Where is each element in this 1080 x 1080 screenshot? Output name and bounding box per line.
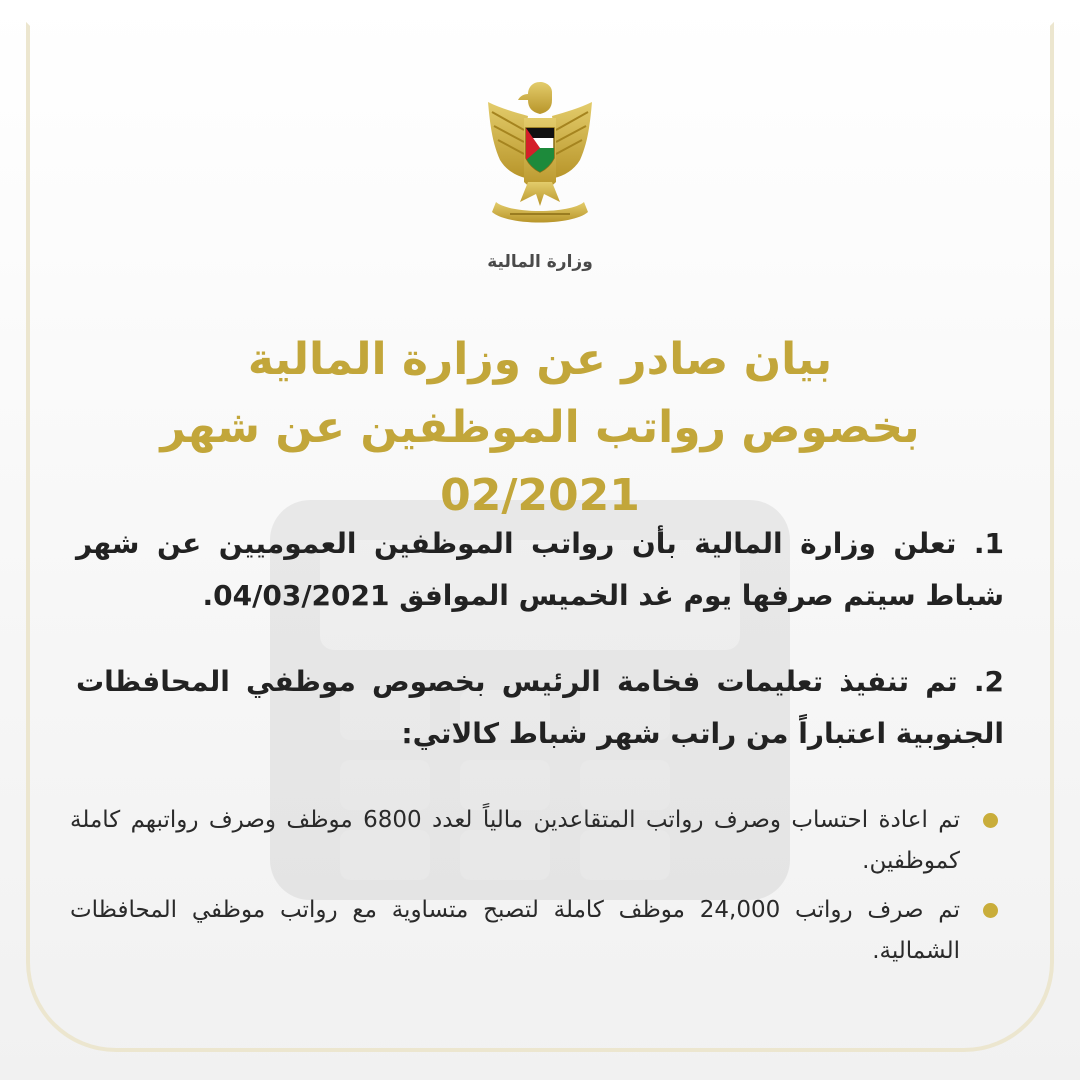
ministry-label: وزارة المالية [487,252,593,272]
bullet-list [70,800,998,980]
bullet-dot-icon [983,813,998,828]
list-item [70,800,998,882]
bullet-dot-icon [983,903,998,918]
title-line-1: بيان صادر عن وزارة المالية [247,334,833,385]
bullet-text: تم اعادة احتساب وصرف رواتب المتقاعدين مالياً لعدد 6800 موظف وصرف رواتبهم كاملة كموظفين. [70,807,960,874]
title-line-2: بخصوص رواتب الموظفين عن شهر 02/2021 [160,402,920,521]
list-item [70,890,998,972]
bullet-text: تم صرف رواتب 24,000 موظف كاملة لتصبح متساوية مع رواتب موظفي المحافظات الشمالية. [70,897,961,964]
page-title [60,326,1020,530]
palestine-eagle-emblem [480,78,600,230]
paragraph-2: 2. تم تنفيذ تعليمات فخامة الرئيس بخصوص موظفي المحافظات الجنوبية اعتباراً من راتب شهر شباط كالاتي: [76,665,1004,750]
paragraph-1: 1. تعلن وزارة المالية بأن رواتب الموظفين العموميين عن شهر شباط سيتم صرفها يوم غد الخميس الموافق 04/03/2021. [76,527,1004,612]
